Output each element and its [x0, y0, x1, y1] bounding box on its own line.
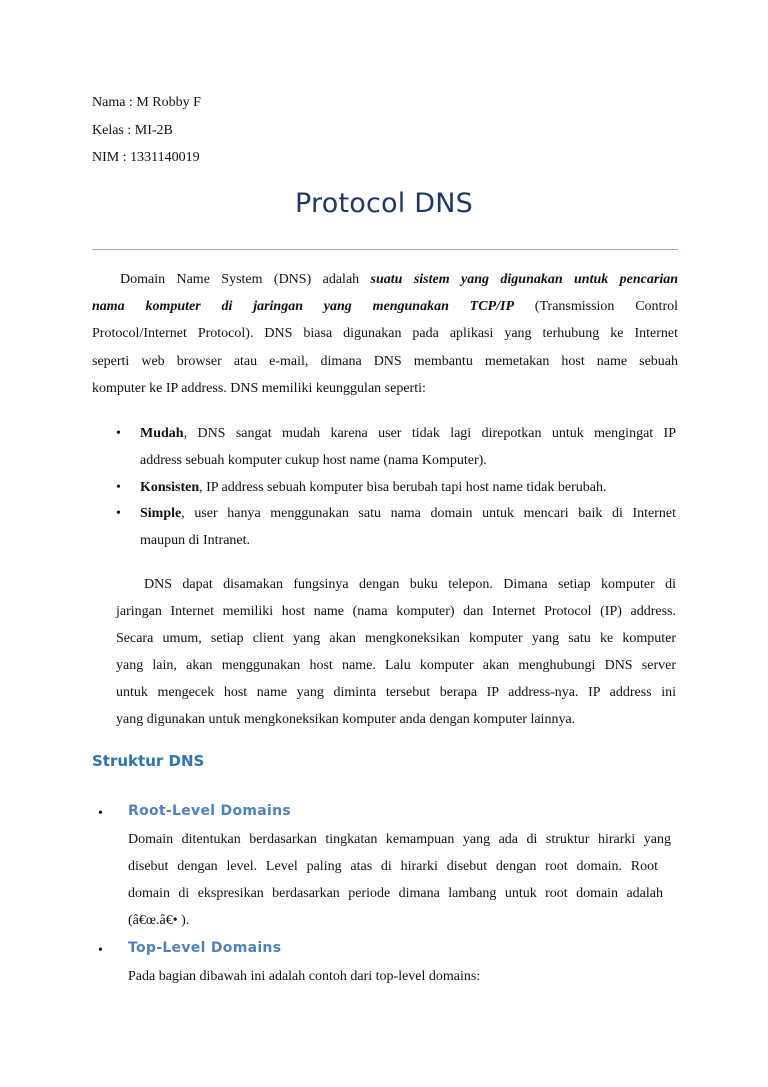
- root-level-line-1: Domain ditentukan berdasarkan tingkatan kemampuan yang ada di struktur hirarki yang: [128, 832, 671, 847]
- feature-item-simple-cont: maupun di Intranet.: [140, 533, 251, 548]
- feature-item-konsisten: [140, 479, 676, 497]
- intro-line-3: Protocol/Internet Protocol). DNS biasa digunakan pada aplikasi yang terhubung ke Internet: [92, 326, 678, 341]
- bullet-icon: •: [98, 943, 103, 958]
- bullet-icon: •: [116, 426, 121, 441]
- intro-line-4: seperti web browser atau e-mail, dimana DNS membantu memetakan host name sebuah: [92, 354, 678, 369]
- para2-line-5: untuk mengecek host name yang diminta tersebut berapa IP address-nya. IP address ini: [116, 685, 676, 700]
- feature-term: Mudah: [140, 426, 184, 441]
- title-divider: [92, 249, 678, 250]
- bullet-icon: •: [98, 806, 103, 821]
- subheading-root-level: Root-Level Domains: [128, 803, 292, 819]
- feature-text: , IP address sebuah komputer bisa berubah tapi host name tidak berubah.: [199, 480, 607, 495]
- para2-line-4: yang lain, akan menggunakan host name. Lalu komputer akan menghubungi DNS server: [116, 658, 676, 673]
- intro-emphasis: suatu sistem yang digunakan untuk pencarian: [370, 272, 678, 287]
- feature-item-simple: [140, 505, 676, 523]
- student-class: Kelas : MI-2B: [92, 123, 173, 138]
- feature-text: , user hanya menggunakan satu nama domain untuk mencari baik di Internet: [181, 506, 676, 521]
- root-level-line-4: (â€œ.â€• ).: [128, 913, 190, 928]
- section-heading: Struktur DNS: [92, 752, 205, 770]
- feature-item-mudah-cont: address sebuah komputer cukup host name (nama Komputer).: [140, 453, 487, 468]
- feature-text: , DNS sangat mudah karena user tidak lagi direpotkan untuk mengingat IP: [183, 426, 676, 441]
- intro-text: Domain Name System (DNS) adalah: [120, 272, 371, 287]
- feature-term: Simple: [140, 506, 182, 521]
- bullet-icon: •: [116, 506, 121, 521]
- para2-line-6: yang digunakan untuk mengkoneksikan komputer anda dengan komputer lainnya.: [116, 712, 576, 727]
- subheading-top-level: Top-Level Domains: [128, 940, 282, 956]
- intro-text: (Transmission Control: [514, 299, 678, 314]
- intro-line-2: [92, 298, 678, 316]
- student-nim: NIM : 1331140019: [92, 150, 200, 165]
- root-level-line-2: disebut dengan level. Level paling atas di hirarki disebut dengan root domain. Root: [128, 859, 658, 874]
- para2-line-1: DNS dapat disamakan fungsinya dengan buku telepon. Dimana setiap komputer di: [144, 577, 676, 592]
- intro-emphasis: nama komputer di jaringan yang mengunakan TCP/IP: [92, 299, 514, 314]
- page-title: Protocol DNS: [295, 188, 473, 219]
- top-level-line-1: Pada bagian dibawah ini adalah contoh dari top-level domains:: [128, 969, 481, 984]
- student-name: Nama : M Robby F: [92, 95, 201, 110]
- para2-line-3: Secara umum, setiap client yang akan mengkoneksikan komputer yang satu ke komputer: [116, 631, 676, 646]
- feature-item-mudah: [140, 425, 676, 443]
- feature-term: Konsisten: [140, 480, 200, 495]
- bullet-icon: •: [116, 480, 121, 495]
- para2-line-2: jaringan Internet memiliki host name (nama komputer) dan Internet Protocol (IP) address.: [116, 604, 676, 619]
- intro-line-1: [120, 271, 678, 289]
- intro-line-5: komputer ke IP address. DNS memiliki keunggulan seperti:: [92, 381, 426, 396]
- root-level-line-3: domain di ekspresikan berdasarkan periode dimana lambang untuk root domain adalah: [128, 886, 663, 901]
